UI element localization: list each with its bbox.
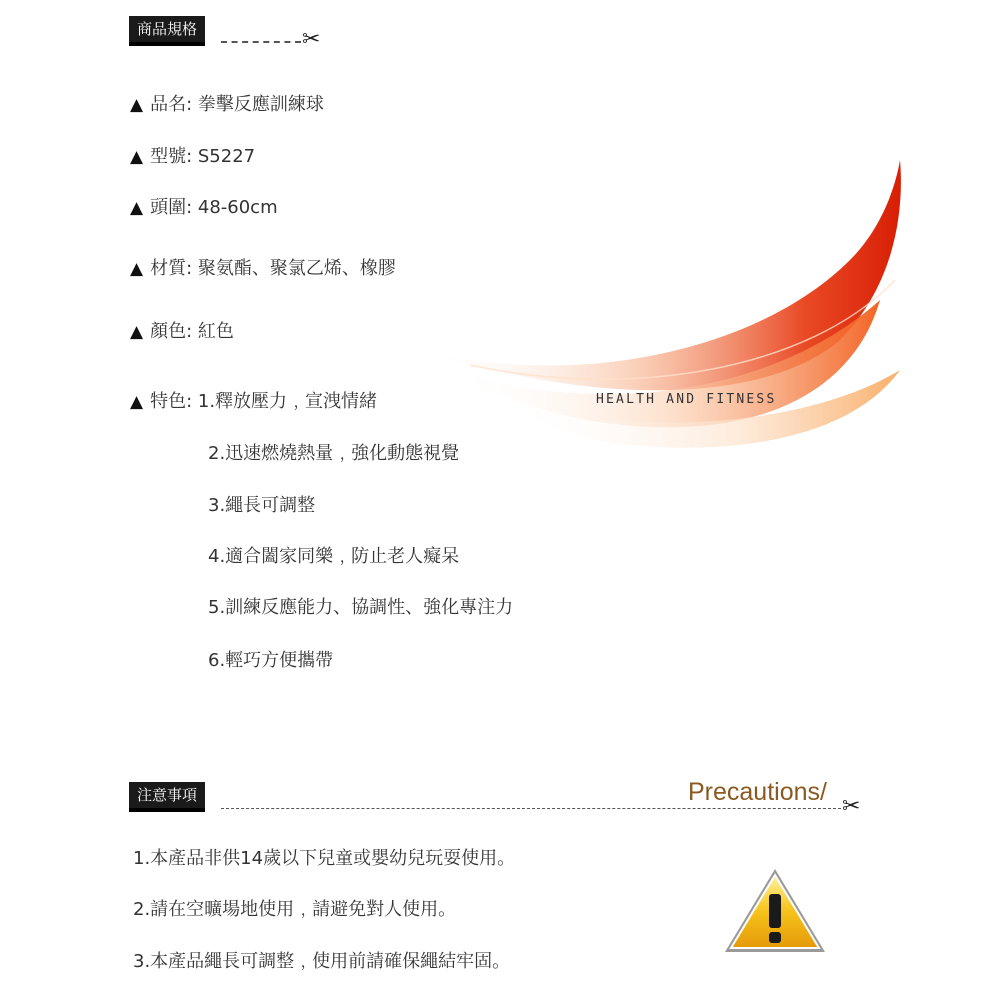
spec-text: 頭圍: 48-60cm [150, 197, 278, 218]
feature-item: 3.繩長可調整 [208, 495, 316, 516]
notice-section-divider [221, 808, 841, 809]
spec-text: 特色: 1.釋放壓力﹐宣洩情緒 [150, 391, 378, 412]
triangle-bullet-icon: ▲ [130, 198, 144, 218]
triangle-bullet-icon: ▲ [130, 259, 144, 279]
feature-item: 4.適合闔家同樂﹐防止老人癡呆 [208, 546, 460, 567]
warning-icon [722, 866, 828, 956]
triangle-bullet-icon: ▲ [130, 392, 144, 412]
spec-section-divider [221, 41, 301, 43]
notice-section-tab: 注意事項 [129, 782, 205, 812]
notice-item: 2.請在空曠場地使用﹐請避免對人使用。 [133, 899, 457, 920]
scissors-icon: ✂ [302, 27, 321, 52]
swoosh-graphic [380, 140, 940, 480]
feature-item: 5.訓練反應能力、協調性、強化專注力 [208, 597, 514, 618]
spec-text: 顏色: 紅色 [150, 321, 234, 342]
feature-item: 6.輕巧方便攜帶 [208, 650, 334, 671]
triangle-bullet-icon: ▲ [130, 322, 144, 342]
feature-item: 2.迅速燃燒熱量﹐強化動態視覺 [208, 443, 460, 464]
notice-item: 3.本產品繩長可調整﹐使用前請確保繩結牢固。 [133, 951, 511, 972]
spec-row-material [130, 257, 396, 281]
scissors-icon: ✂ [842, 794, 861, 819]
spec-row-name [130, 93, 324, 117]
health-fitness-tagline: HEALTH AND FITNESS [596, 392, 777, 407]
spec-row-color [130, 320, 234, 344]
triangle-bullet-icon: ▲ [130, 95, 144, 115]
triangle-bullet-icon: ▲ [130, 147, 144, 167]
notice-item: 1.本產品非供14歲以下兒童或嬰幼兒玩耍使用。 [133, 848, 516, 869]
spec-section-tab: 商品規格 [129, 16, 205, 46]
precautions-title: Precautions/ [688, 778, 827, 806]
spec-text: 材質: 聚氨酯、聚氯乙烯、橡膠 [150, 258, 396, 279]
spec-row-model [130, 145, 255, 169]
spec-row-features [130, 390, 377, 414]
spec-text: 型號: S5227 [150, 146, 256, 167]
spec-text: 品名: 拳擊反應訓練球 [150, 94, 324, 115]
spec-row-head-size [130, 196, 278, 220]
